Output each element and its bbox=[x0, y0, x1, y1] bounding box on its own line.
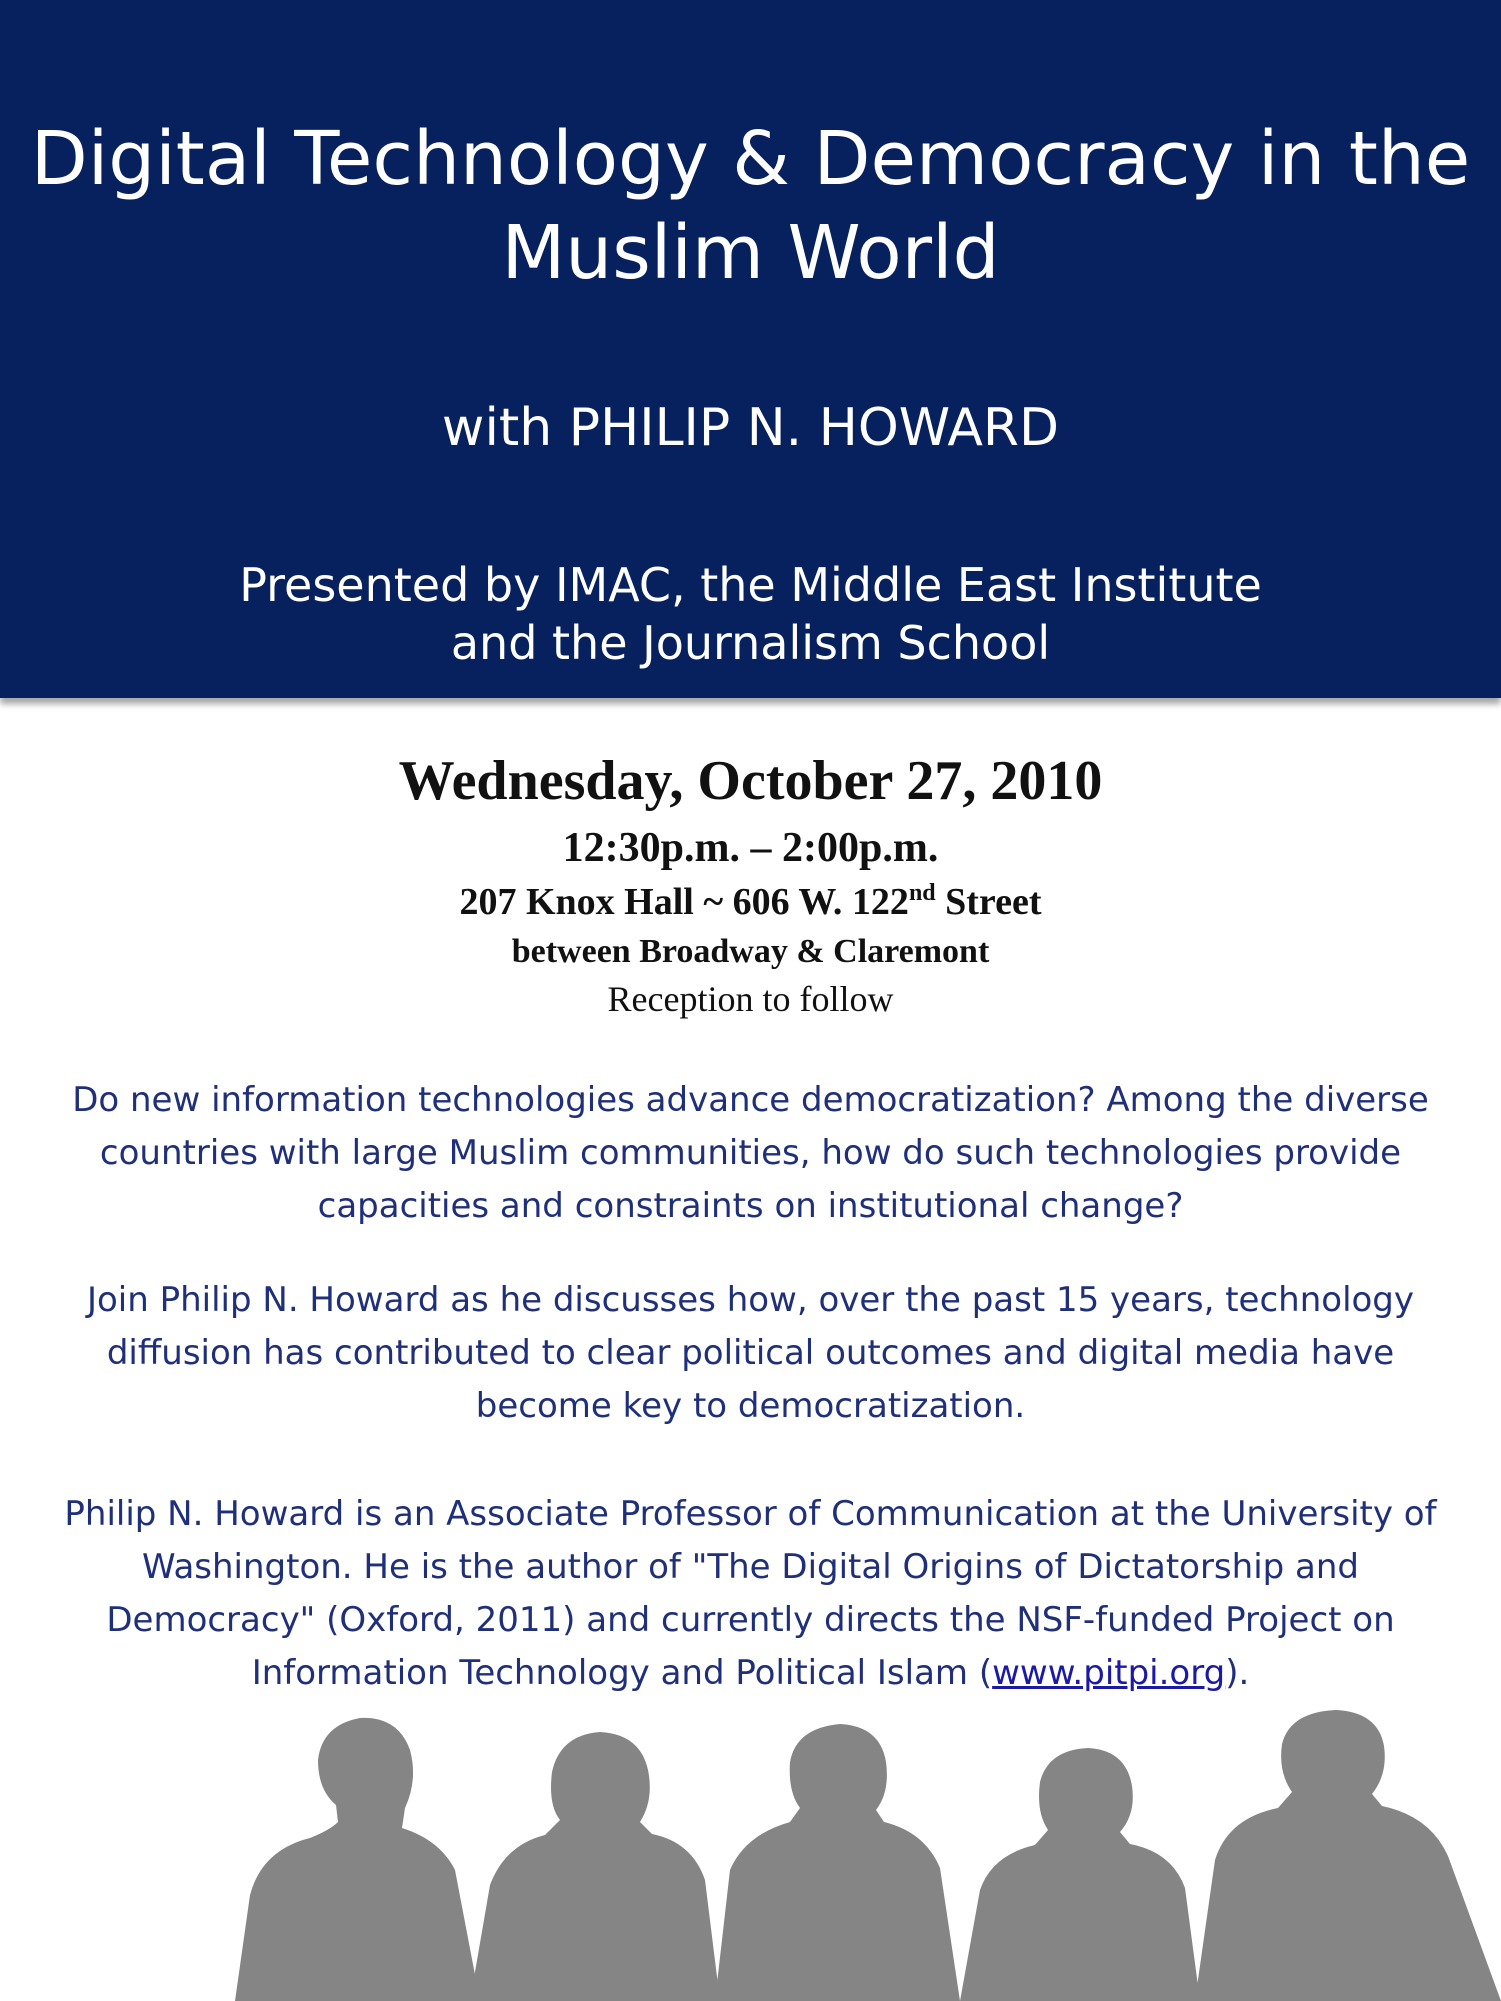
audience-silhouettes bbox=[0, 1710, 1501, 2001]
event-title: Digital Technology & Democracy in the Muslim World bbox=[30, 116, 1471, 296]
bio-text: Philip N. Howard is an Associate Professor of Communication at the University of Washington. He is the author of "The Digital Origins of Dictatorship and Democracy" (Oxford, 2011) and currently directs the NSF-funded Project on Information Technology and Political Islam bbox=[64, 1494, 1437, 1693]
silhouette-person-2 bbox=[470, 1732, 720, 2001]
description-question: Do new information technologies advance democratization? Among the diverse countries with large Muslim communities, how do such technologies provide capacities and constraints on institutional change? bbox=[72, 1080, 1429, 1226]
event-reception: Reception to follow bbox=[607, 979, 894, 1019]
header-banner bbox=[0, 0, 1501, 698]
bio-paren-open: ( bbox=[978, 1653, 993, 1693]
project-link[interactable]: www.pitpi.org bbox=[992, 1653, 1226, 1693]
presenters bbox=[0, 556, 1501, 672]
speaker-bio bbox=[60, 1488, 1441, 1700]
location-street: Street bbox=[935, 881, 1042, 923]
bio-paren-close: ). bbox=[1225, 1653, 1250, 1693]
speaker-line: with PHILIP N. HOWARD bbox=[441, 398, 1060, 458]
event-location bbox=[0, 878, 1501, 926]
description-talk: Join Philip N. Howard as he discusses how, over the past 15 years, technology diffusion has contributed to clear political outcomes and digital media have become key to democratization. bbox=[86, 1280, 1415, 1426]
event-time: 12:30p.m. – 2:00p.m. bbox=[562, 825, 939, 871]
silhouette-person-1 bbox=[235, 1718, 480, 2001]
presenters-line-2: and the Journalism School bbox=[450, 616, 1051, 670]
event-date: Wednesday, October 27, 2010 bbox=[398, 750, 1103, 812]
silhouette-person-4 bbox=[960, 1748, 1200, 2001]
silhouette-person-5 bbox=[1195, 1710, 1501, 2001]
event-cross-streets: between Broadway & Claremont bbox=[511, 933, 990, 970]
presenters-line-1: Presented by IMAC, the Middle East Institute bbox=[239, 558, 1262, 612]
location-ordinal: nd bbox=[908, 880, 936, 906]
silhouette-person-3 bbox=[715, 1724, 960, 2001]
location-text: 207 Knox Hall ~ 606 W. 122 bbox=[459, 881, 909, 923]
